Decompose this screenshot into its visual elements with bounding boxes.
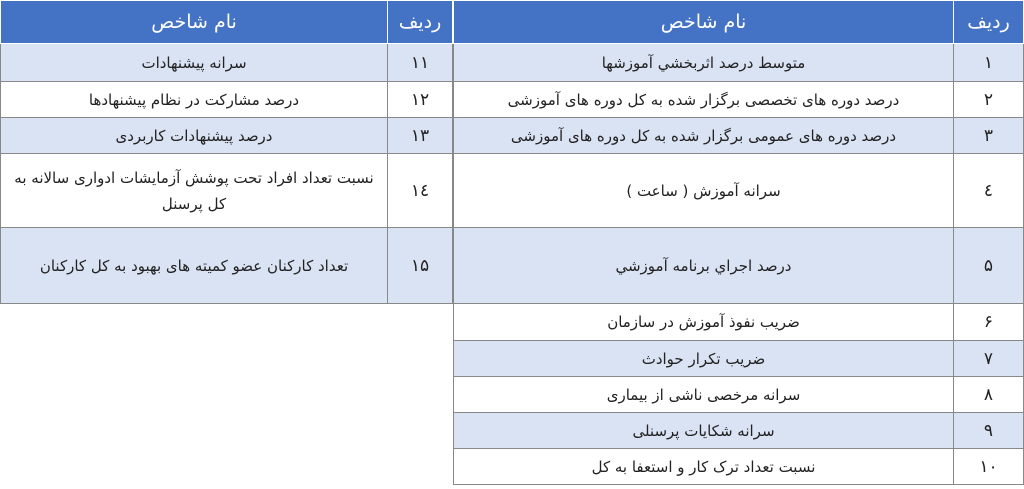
- header-row: [1, 1, 453, 44]
- header-row: [454, 1, 1024, 44]
- indicator-name: سرانه پیشنهادات: [1, 44, 388, 82]
- indicators-table-left: [0, 0, 453, 304]
- row-number: ۱۳: [388, 118, 453, 154]
- table-row: [454, 341, 1024, 377]
- indicator-name: متوسط درصد اثربخشي آموزشها: [454, 44, 954, 82]
- row-number: ۱۵: [388, 228, 453, 304]
- table-row: [454, 228, 1024, 304]
- indicator-name: درصد اجراي برنامه آموزشي: [454, 228, 954, 304]
- row-number: ۱۰: [954, 449, 1024, 485]
- header-indicator-name: نام شاخص: [1, 1, 388, 44]
- indicator-name: تعداد کارکنان عضو کمیته های بهبود به کل کارکنان: [1, 228, 388, 304]
- table-row: [1, 82, 453, 118]
- indicator-name: سرانه مرخصی ناشی از بیماری: [454, 377, 954, 413]
- table-row: [454, 118, 1024, 154]
- indicator-name: نسبت تعداد افراد تحت پوشش آزمایشات ادواری سالانه به کل پرسنل: [1, 154, 388, 228]
- table-row: [1, 118, 453, 154]
- header-indicator-name: نام شاخص: [454, 1, 954, 44]
- table-row: [1, 154, 453, 228]
- header-row-number: ردیف: [388, 1, 453, 44]
- table-row: [454, 154, 1024, 228]
- row-number: ۸: [954, 377, 1024, 413]
- row-number: ۶: [954, 304, 1024, 341]
- table-row: [1, 44, 453, 82]
- indicator-name: درصد دوره های عمومی برگزار شده به کل دوره های آموزشی: [454, 118, 954, 154]
- row-number: ۱۱: [388, 44, 453, 82]
- indicator-name: نسبت تعداد ترک کار و استعفا به کل: [454, 449, 954, 485]
- table-row: [454, 82, 1024, 118]
- row-number: ۵: [954, 228, 1024, 304]
- table-row: [454, 304, 1024, 341]
- table-row: [454, 449, 1024, 485]
- indicator-name: ضریب نفوذ آموزش در سازمان: [454, 304, 954, 341]
- indicator-name: سرانه آموزش ( ساعت ): [454, 154, 954, 228]
- indicator-name: درصد دوره های تخصصی برگزار شده به کل دوره های آموزشی: [454, 82, 954, 118]
- row-number: ۳: [954, 118, 1024, 154]
- indicator-name: ضریب تکرار حوادث: [454, 341, 954, 377]
- table-row: [1, 228, 453, 304]
- row-number: ۱: [954, 44, 1024, 82]
- row-number: ۲: [954, 82, 1024, 118]
- indicator-name: درصد مشارکت در نظام پیشنهادها: [1, 82, 388, 118]
- table-row: [454, 377, 1024, 413]
- row-number: ۹: [954, 413, 1024, 449]
- row-number: ۱۲: [388, 82, 453, 118]
- indicator-name: سرانه شکایات پرسنلی: [454, 413, 954, 449]
- indicators-table-right: [453, 0, 1024, 485]
- row-number: ٤: [954, 154, 1024, 228]
- indicator-name: درصد پیشنهادات کاربردی: [1, 118, 388, 154]
- table-row: [454, 413, 1024, 449]
- header-row-number: ردیف: [954, 1, 1024, 44]
- row-number: ۱٤: [388, 154, 453, 228]
- row-number: ۷: [954, 341, 1024, 377]
- table-row: [454, 44, 1024, 82]
